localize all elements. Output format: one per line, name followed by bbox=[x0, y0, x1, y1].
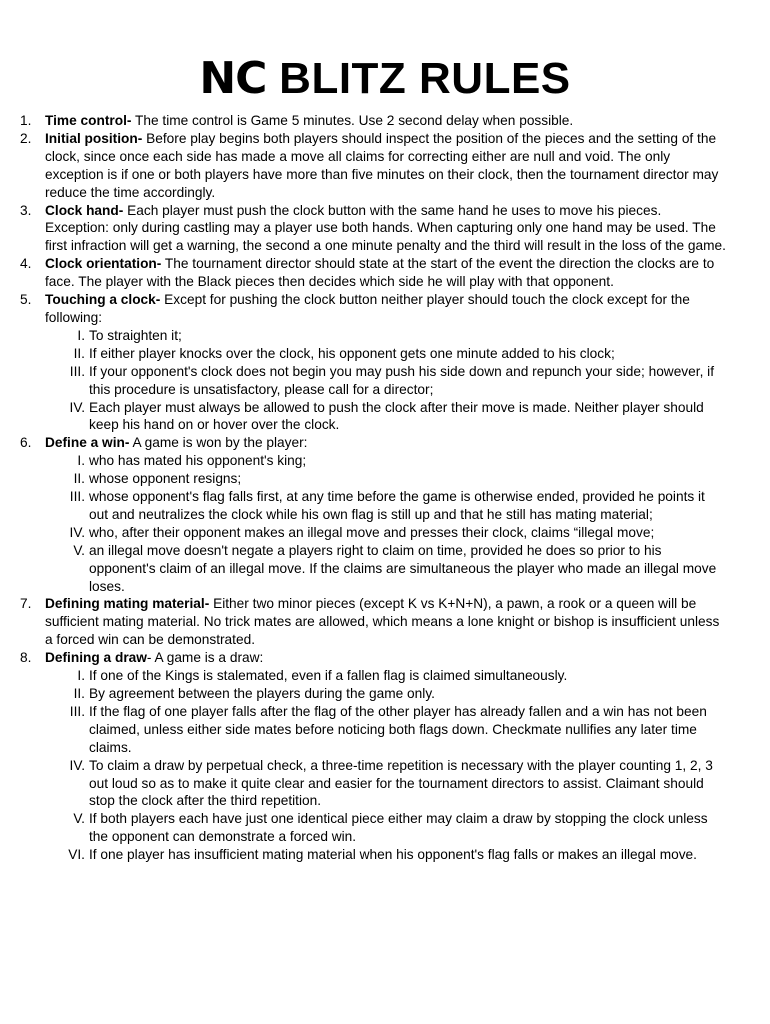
sub-rule-text: If your opponent's clock does not begin you may push his side down and repunch your side; however, if this procedure is unsatisfactory, please call for a director; bbox=[89, 363, 715, 397]
sub-rule-list bbox=[45, 452, 726, 595]
sub-rule-numeral: III. bbox=[69, 489, 85, 505]
sub-rule-item bbox=[45, 470, 726, 488]
rule-item bbox=[20, 649, 726, 864]
sub-rule-item bbox=[45, 810, 726, 846]
sub-rule-text: If the flag of one player falls after the flag of the other player has already fallen and a win has not been claimed, unless either side mates before noticing both flags down. Checkmate nullifies any later time claims. bbox=[89, 703, 707, 755]
sub-rule-numeral: III. bbox=[69, 363, 85, 379]
rule-number: 1. bbox=[20, 113, 32, 128]
rule-heading: Clock orientation- bbox=[45, 256, 162, 272]
sub-rule-text: who has mated his opponent's king; bbox=[89, 453, 307, 469]
rule-number: 5. bbox=[20, 292, 32, 308]
sub-rule-text: By agreement between the players during the game only. bbox=[89, 686, 435, 701]
sub-rule-numeral: I. bbox=[77, 668, 85, 684]
sub-rule-item bbox=[45, 399, 726, 435]
sub-rule-text: To claim a draw by perpetual check, a three-time repetition is necessary with the player counting 1, 2, 3 out loud so as to make it quite clear and easier for the tournament directors to assist. Claimant should stop the clock after the third repetition. bbox=[89, 757, 713, 809]
rule-text: The time control is Game 5 minutes. Use 2 second delay when possible. bbox=[131, 113, 574, 128]
rule-number: 2. bbox=[20, 130, 32, 146]
sub-rule-list bbox=[45, 667, 726, 864]
sub-rule-item bbox=[45, 667, 726, 685]
sub-rule-text: If either player knocks over the clock, his opponent gets one minute added to his clock; bbox=[89, 345, 615, 361]
sub-rule-item bbox=[45, 327, 726, 345]
rule-text: Before play begins both players should inspect the position of the pieces and the setting of the clock, since once each side has made a move all claims for correcting either are null and void. The only exception is if one or both players have more than five minutes on their clock, then the tournament director may reduce the time accordingly. bbox=[45, 130, 719, 200]
rule-item bbox=[20, 255, 726, 291]
rule-item bbox=[20, 130, 726, 202]
rule-heading: Define a win- bbox=[45, 435, 130, 451]
sub-rule-numeral: IV. bbox=[69, 757, 85, 773]
rule-text: Either two minor pieces (except K vs K+N+N), a pawn, a rook or a queen will be sufficient mating material. No trick mates are allowed, which means a lone knight or bishop is insufficient unless a forced win can be demonstrated. bbox=[45, 596, 720, 648]
rule-text: - A game is a draw: bbox=[146, 650, 264, 666]
rule-item bbox=[20, 112, 726, 130]
sub-rule-text: If one player has insufficient mating material when his opponent's flag falls or makes an illegal move. bbox=[89, 847, 697, 863]
rule-heading: Defining a draw bbox=[45, 650, 147, 666]
rule-item bbox=[20, 291, 726, 434]
rule-number: 4. bbox=[20, 256, 32, 272]
sub-rule-list bbox=[45, 327, 726, 434]
sub-rule-numeral: V. bbox=[73, 811, 85, 827]
sub-rule-numeral: III. bbox=[69, 703, 85, 719]
sub-rule-text: whose opponent resigns; bbox=[89, 471, 242, 487]
rule-number: 8. bbox=[20, 650, 32, 666]
sub-rule-numeral: VI. bbox=[68, 847, 85, 863]
sub-rule-item bbox=[45, 703, 726, 757]
rule-number: 7. bbox=[20, 596, 32, 612]
rule-heading: Initial position- bbox=[45, 130, 143, 146]
rule-item bbox=[20, 434, 726, 595]
sub-rule-item bbox=[45, 846, 726, 864]
sub-rule-numeral: II. bbox=[73, 686, 85, 701]
rule-item bbox=[20, 202, 726, 256]
rule-text: The tournament director should state at the start of the event the direction the clocks are to face. The player with the Black pieces then decides which side he will play with that opponent. bbox=[45, 256, 715, 290]
sub-rule-numeral: II. bbox=[73, 345, 85, 361]
title-nc: NC bbox=[199, 53, 267, 104]
sub-rule-item bbox=[45, 524, 726, 542]
rule-number: 6. bbox=[20, 435, 32, 451]
sub-rule-numeral: I. bbox=[77, 327, 85, 343]
sub-rule-text: If both players each have just one identical piece either may claim a draw by stopping the clock unless the opponent can demonstrate a forced win. bbox=[89, 811, 708, 845]
sub-rule-text: who, after their opponent makes an illegal move and presses their clock, claims “illegal move; bbox=[89, 524, 655, 540]
rule-text: Except for pushing the clock button neither player should touch the clock except for the following: bbox=[45, 292, 690, 325]
sub-rule-item bbox=[45, 757, 726, 811]
rule-text: Each player must push the clock button with the same hand he uses to move his pieces. Exception: only during castling may a player use both hands. When capturing only one hand may be used. The first infraction will get a warning, the second a one minute penalty and the third will result in the loss of the game. bbox=[45, 202, 726, 254]
sub-rule-text: whose opponent's flag falls first, at any time before the game is otherwise ended, provided he points it out and neutralizes the clock while his own flag is still up and that he still has mating material; bbox=[89, 489, 705, 522]
sub-rule-item bbox=[45, 452, 726, 470]
rule-text: A game is won by the player: bbox=[129, 435, 308, 451]
sub-rule-item bbox=[45, 542, 726, 596]
sub-rule-item bbox=[45, 345, 726, 363]
sub-rule-numeral: II. bbox=[73, 471, 85, 487]
rules-list bbox=[20, 112, 726, 864]
sub-rule-item bbox=[45, 363, 726, 399]
page-title bbox=[0, 54, 770, 104]
rule-heading: Touching a clock- bbox=[45, 292, 161, 308]
rule-heading: Time control- bbox=[45, 113, 132, 128]
rule-heading: Defining mating material- bbox=[45, 596, 210, 612]
sub-rule-numeral: V. bbox=[73, 542, 85, 558]
sub-rule-text: To straighten it; bbox=[89, 327, 182, 343]
rule-number: 3. bbox=[20, 202, 32, 218]
sub-rule-text: Each player must always be allowed to push the clock after their move is made. Neither player should keep his hand on or hover over the clock. bbox=[89, 399, 704, 433]
sub-rule-item bbox=[45, 685, 726, 703]
sub-rule-item bbox=[45, 488, 726, 524]
title-rest: BLITZ RULES bbox=[266, 54, 571, 103]
sub-rule-numeral: IV. bbox=[69, 524, 85, 540]
sub-rule-numeral: IV. bbox=[69, 399, 85, 415]
rule-item bbox=[20, 595, 726, 649]
sub-rule-text: an illegal move doesn't negate a players right to claim on time, provided he does so prior to his opponent's claim of an illegal move. If the claims are simultaneous the player who made an illegal move loses. bbox=[89, 542, 717, 594]
sub-rule-text: If one of the Kings is stalemated, even if a fallen flag is claimed simultaneously. bbox=[89, 668, 568, 684]
sub-rule-numeral: I. bbox=[77, 453, 85, 469]
rule-heading: Clock hand- bbox=[45, 202, 124, 218]
